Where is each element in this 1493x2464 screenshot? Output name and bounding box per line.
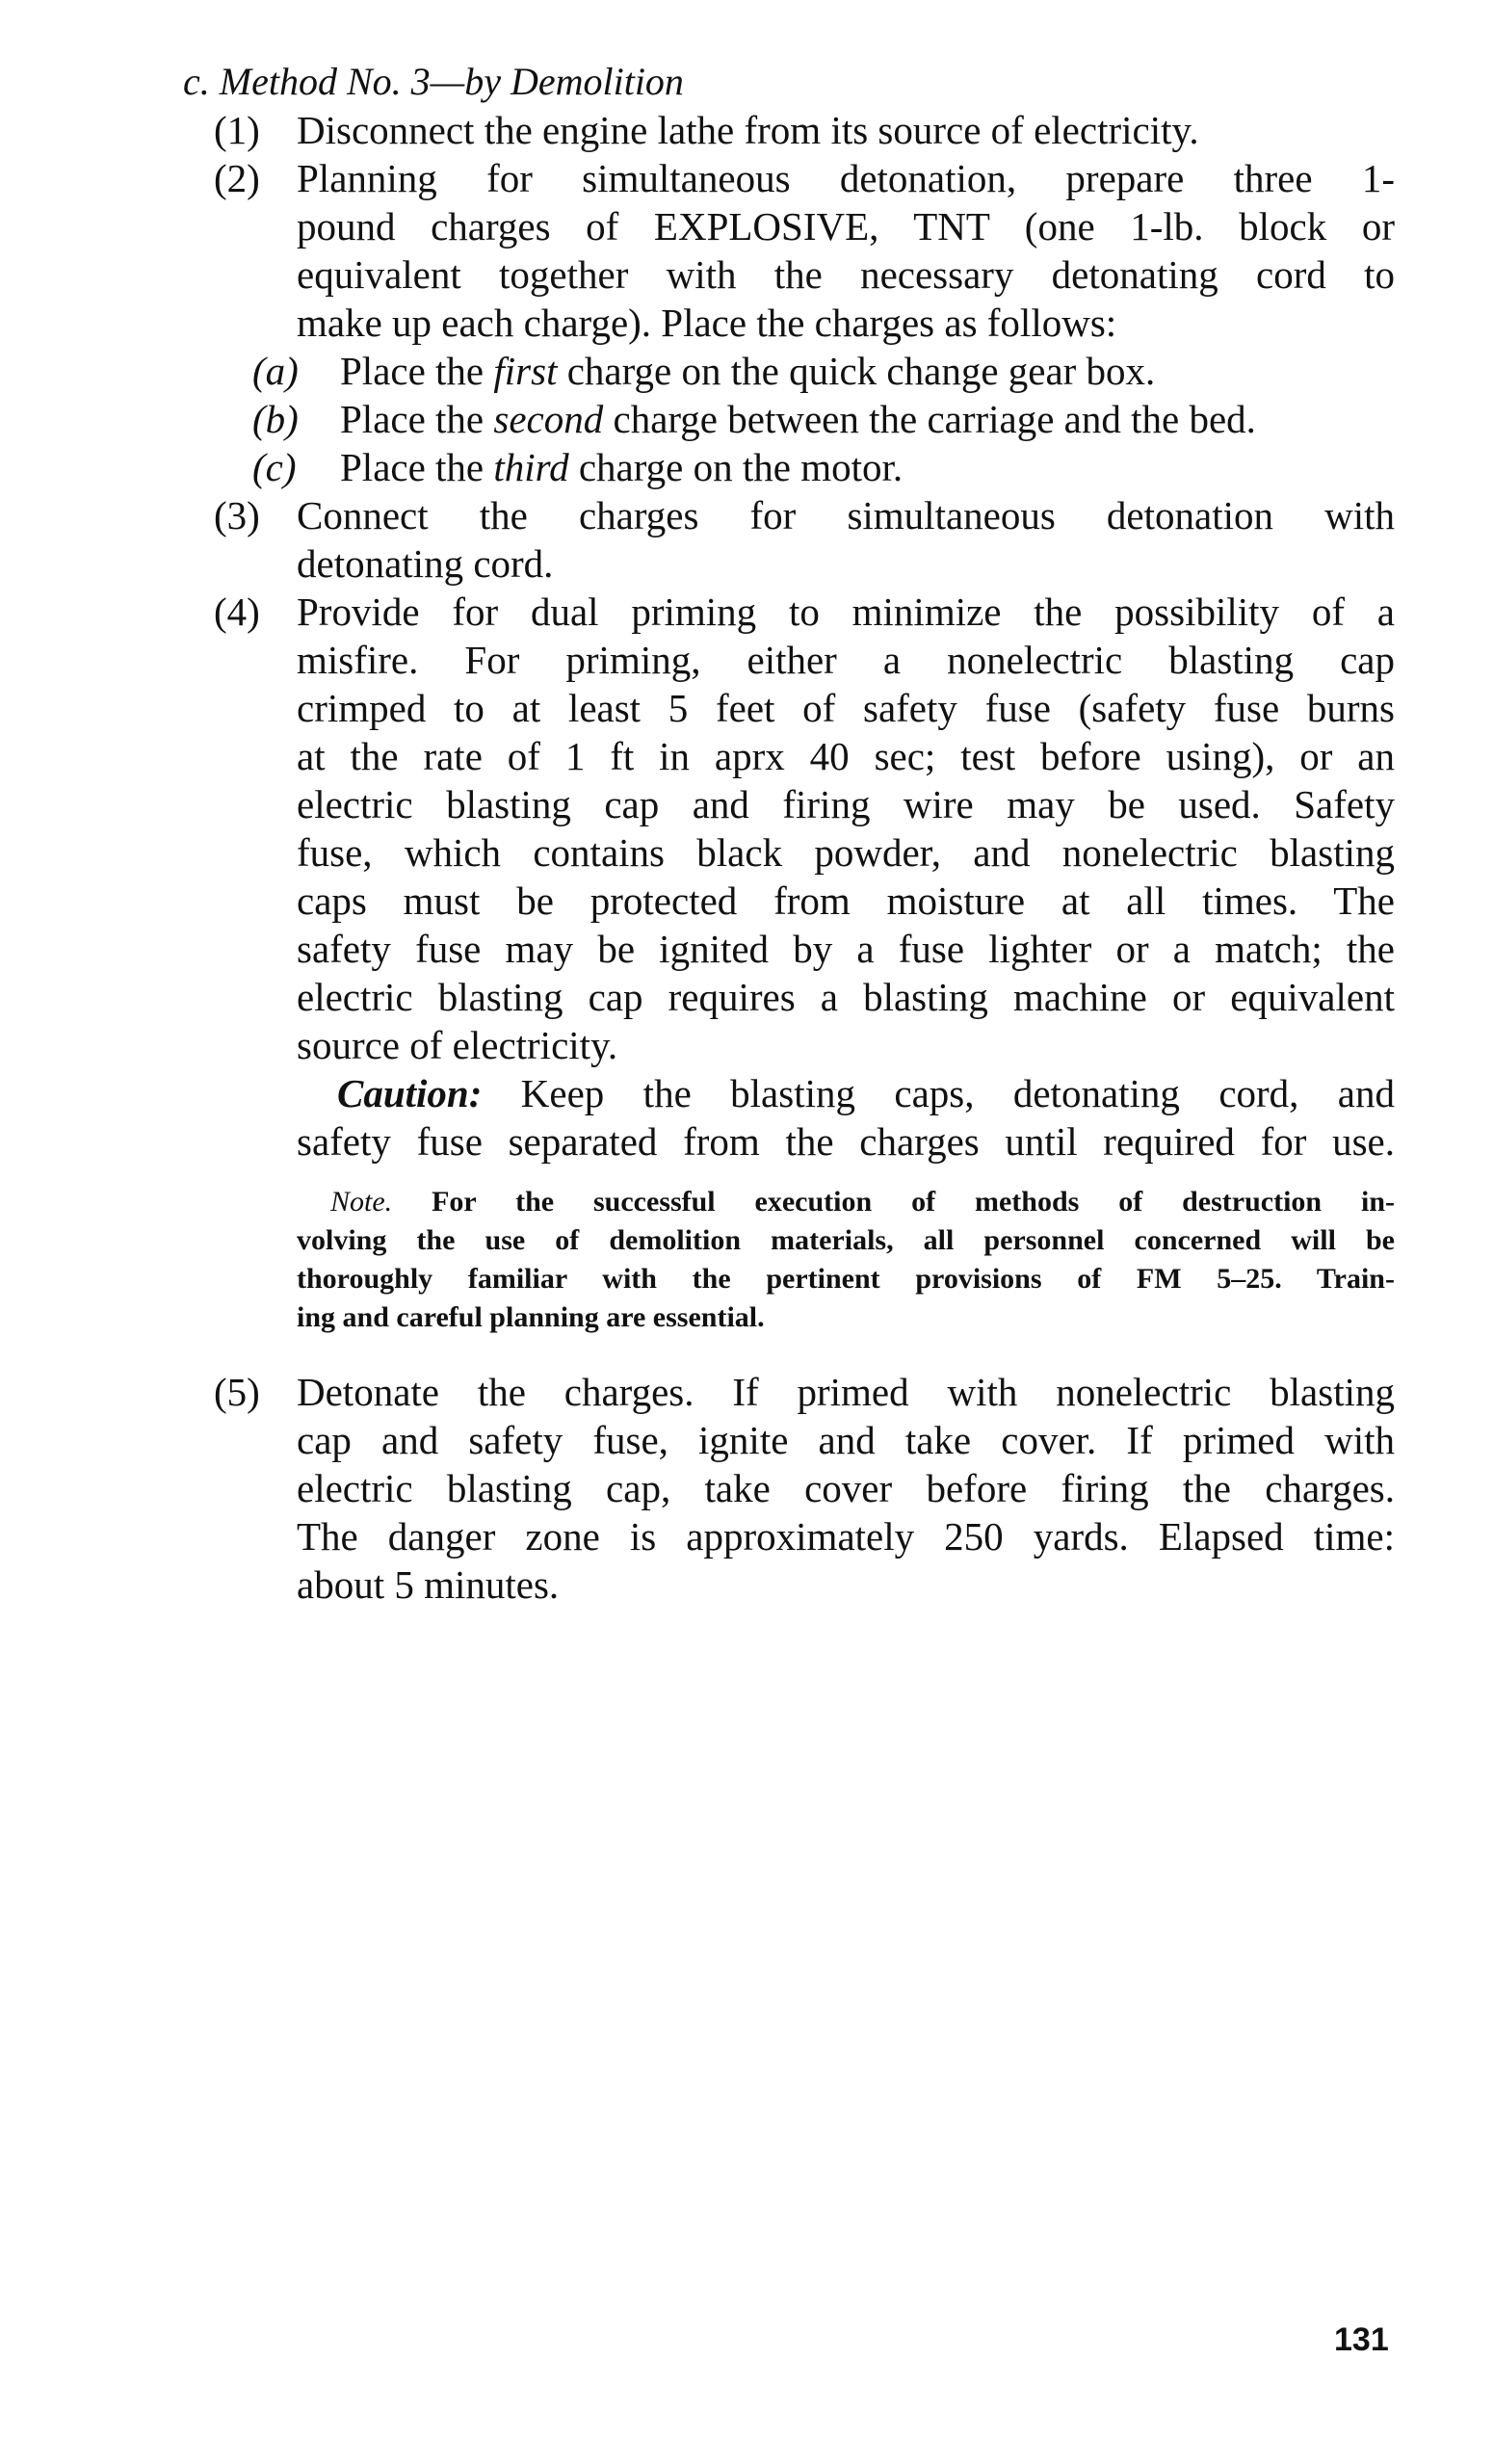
sub-b-text: [340, 395, 1256, 443]
note-line-4: ing and careful planning are essential.: [297, 1301, 765, 1333]
caution-label: Caution:: [337, 1071, 483, 1115]
step-4-line-3: crimped to at least 5 feet of safety fuse (safety fuse burns: [297, 686, 1395, 730]
step-2-line-4: make up each charge). Place the charges as follows:: [297, 301, 1117, 345]
step-4-line-10: source of electricity.: [297, 1023, 618, 1067]
page-number: 131: [1334, 2321, 1389, 2358]
sub-b-label: (b): [252, 397, 299, 441]
sub-c-emph: third: [493, 445, 569, 489]
sub-c-post: charge on the motor.: [578, 445, 904, 489]
note-line-3: thoroughly familiar with the pertinent provisions of FM 5–25. Train-: [297, 1263, 1395, 1295]
caution-text-1: Keep the blasting caps, detonating cord, and: [520, 1071, 1396, 1115]
step-4-line-4: at the rate of 1 ft in aprx 40 sec; test before using), or an: [297, 734, 1395, 778]
step-5-line-4: The danger zone is approximately 250 yards. Elapsed time:: [297, 1514, 1395, 1559]
sub-a-emph: first: [493, 349, 558, 393]
step-4-line-6: fuse, which contains black powder, and nonelectric blasting: [297, 830, 1395, 875]
sub-c-label: (c): [252, 445, 297, 489]
sub-c-text: [340, 443, 903, 491]
sub-a-pre: Place the: [340, 349, 485, 393]
step-2-line-1: Planning for simultaneous detonation, prepare three 1-: [297, 156, 1395, 200]
sub-a-label: (a): [252, 349, 299, 393]
step-4-line-5: electric blasting cap and firing wire may be used. Safety: [297, 782, 1395, 826]
caution-line-1: [337, 1069, 1395, 1117]
section-prefix: c.: [183, 60, 210, 103]
sub-c-pre: Place the: [340, 445, 485, 489]
sub-b-pre: Place the: [340, 397, 485, 441]
step-4-label: (4): [214, 590, 260, 634]
step-1-text: Disconnect the engine lathe from its source of electricity.: [297, 108, 1199, 152]
step-2-label: (2): [214, 156, 260, 200]
note-line-1: [330, 1183, 1395, 1221]
sub-b-post: charge between the carriage and the bed.: [613, 397, 1256, 441]
sub-b-emph: second: [493, 397, 604, 441]
sub-a-post: charge on the quick change gear box.: [566, 349, 1156, 393]
step-3-label: (3): [214, 493, 260, 537]
step-5-line-5: about 5 minutes.: [297, 1562, 560, 1607]
step-5-line-2: cap and safety fuse, ignite and take cover. If primed with: [297, 1418, 1395, 1462]
step-4-line-8: safety fuse may be ignited by a fuse lighter or a match; the: [297, 927, 1395, 971]
step-4-line-2: misfire. For priming, either a nonelectric blasting cap: [297, 638, 1395, 682]
step-5-line-3: electric blasting cap, take cover before firing the charges.: [297, 1466, 1395, 1510]
section-title: Method No. 3—by Demolition: [219, 60, 684, 103]
step-1-label: (1): [214, 108, 260, 152]
note-text-1: For the successful execution of methods of destruction in-: [432, 1186, 1396, 1218]
caution-line-2: safety fuse separated from the charges until required for use.: [297, 1119, 1395, 1164]
step-3-line-1: Connect the charges for simultaneous detonation with: [297, 493, 1395, 537]
note-line-2: volving the use of demolition materials, all personnel concerned will be: [297, 1224, 1395, 1256]
step-2-line-3: equivalent together with the necessary detonating cord to: [297, 252, 1395, 297]
sub-a-text: [340, 347, 1155, 395]
step-5-label: (5): [214, 1370, 260, 1414]
step-4-line-7: caps must be protected from moisture at all times. The: [297, 878, 1395, 923]
step-2-line-2: pound charges of EXPLOSIVE, TNT (one 1-lb. block or: [297, 204, 1395, 249]
step-3-line-2: detonating cord.: [297, 541, 554, 586]
note-label: Note.: [330, 1186, 393, 1218]
step-4-line-1: Provide for dual priming to minimize the possibility of a: [297, 590, 1395, 634]
section-heading: [183, 58, 684, 106]
step-5-line-1: Detonate the charges. If primed with nonelectric blasting: [297, 1370, 1395, 1414]
step-4-line-9: electric blasting cap requires a blasting machine or equivalent: [297, 975, 1395, 1019]
